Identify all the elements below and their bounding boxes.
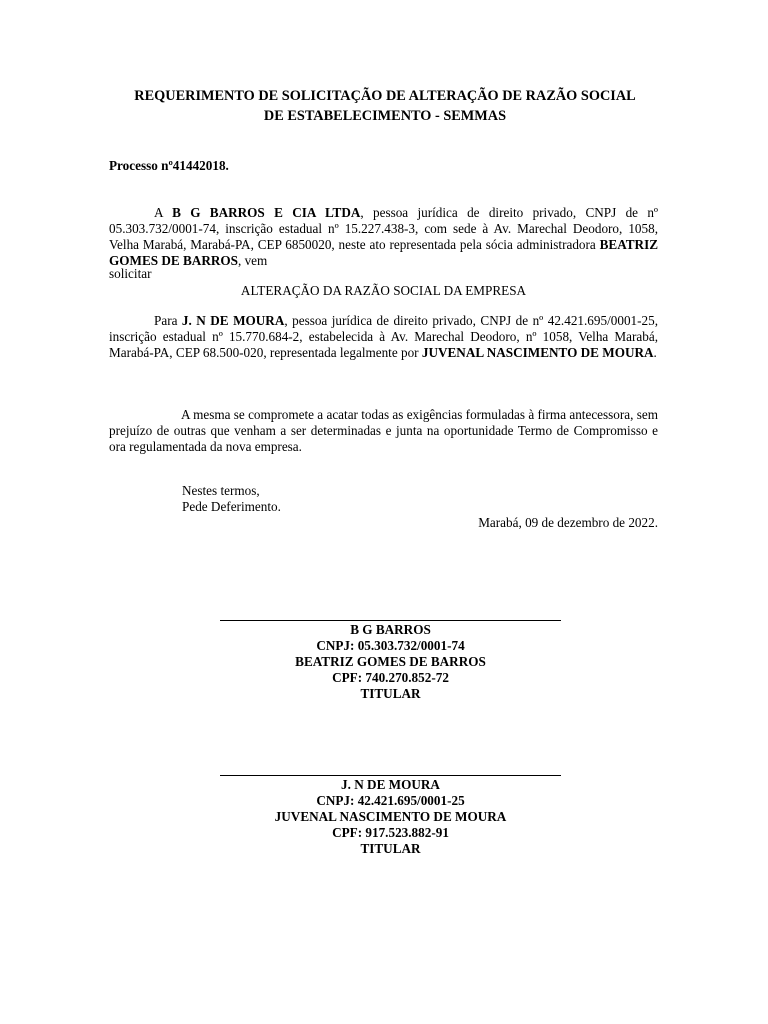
signature-role: TITULAR (360, 686, 421, 701)
p2-lead: Para (154, 313, 182, 328)
signature-line (220, 775, 561, 776)
title-line-2: DE ESTABELECIMENTO - SEMMAS (263, 108, 507, 124)
document-title (90, 86, 680, 126)
p1-lead: A (154, 205, 173, 220)
closing-line-1: Nestes termos, (182, 483, 260, 498)
signature-role: TITULAR (360, 841, 421, 856)
signature-cpf: CPF: 740.270.852-72 (332, 670, 449, 685)
p2-text2: . (653, 345, 657, 360)
closing-line-2: Pede Deferimento. (182, 499, 281, 514)
signature-company: J. N DE MOURA (341, 777, 440, 792)
request-subject: ALTERAÇÃO DA RAZÃO SOCIAL DA EMPRESA (240, 283, 527, 298)
title-line-1: REQUERIMENTO DE SOLICITAÇÃO DE ALTERAÇÃO DE RAZÃO SOCIAL (134, 88, 636, 104)
paragraph-new-company (109, 313, 658, 361)
signature-name: JUVENAL NASCIMENTO DE MOURA (274, 809, 507, 824)
signature-block-1 (220, 620, 561, 702)
signature-cpf: CPF: 917.523.882-91 (332, 825, 449, 840)
process-number: Processo nº41442018. (109, 158, 229, 173)
p1-text2: , vem (237, 253, 268, 268)
p1-text1: , pessoa jurídica de direito privado, CNPJ de nº 05.303.732/0001-74, inscrição estadual nº 15.227.438-3, com sede à Av. Marechal Deodoro, 1058, Velha Marabá, Marabá-PA, CEP 6850020, neste ato representada pela sócia administradora (109, 205, 659, 252)
signature-block-2 (220, 775, 561, 857)
p1-representative: BEATRIZ GOMES DE BARROS (109, 237, 658, 268)
p2-company: J. N DE MOURA (181, 313, 285, 328)
paragraph-commitment: A mesma se compromete a acatar todas as exigências formuladas à firma antecessora, sem prejuízo de outras que venham a ser determinadas e junta na oportunidade Termo de Compromisso e ora regulamentada da nova empresa. (109, 407, 658, 454)
closing-block (182, 483, 281, 515)
solicitar-word: solicitar (109, 266, 152, 281)
p2-text1: , pessoa jurídica de direito privado, CNPJ de nº 42.421.695/0001-25, inscrição estadual nº 15.770.684-2, estabelecida à Av. Marechal Deodoro, nº 1058, Velha Marabá, Marabá-PA, CEP 68.500-020, representada legalmente por (109, 313, 659, 360)
signature-cnpj: CNPJ: 42.421.695/0001-25 (316, 793, 465, 808)
signature-company: B G BARROS (350, 622, 431, 637)
p2-representative: JUVENAL NASCIMENTO DE MOURA (421, 345, 654, 360)
p1-company: B G BARROS E CIA LTDA (172, 205, 361, 220)
signature-name: BEATRIZ GOMES DE BARROS (295, 654, 486, 669)
paragraph-requester (109, 205, 658, 269)
signature-cnpj: CNPJ: 05.303.732/0001-74 (316, 638, 465, 653)
document-date: Marabá, 09 de dezembro de 2022. (478, 515, 658, 530)
signature-line (220, 620, 561, 621)
